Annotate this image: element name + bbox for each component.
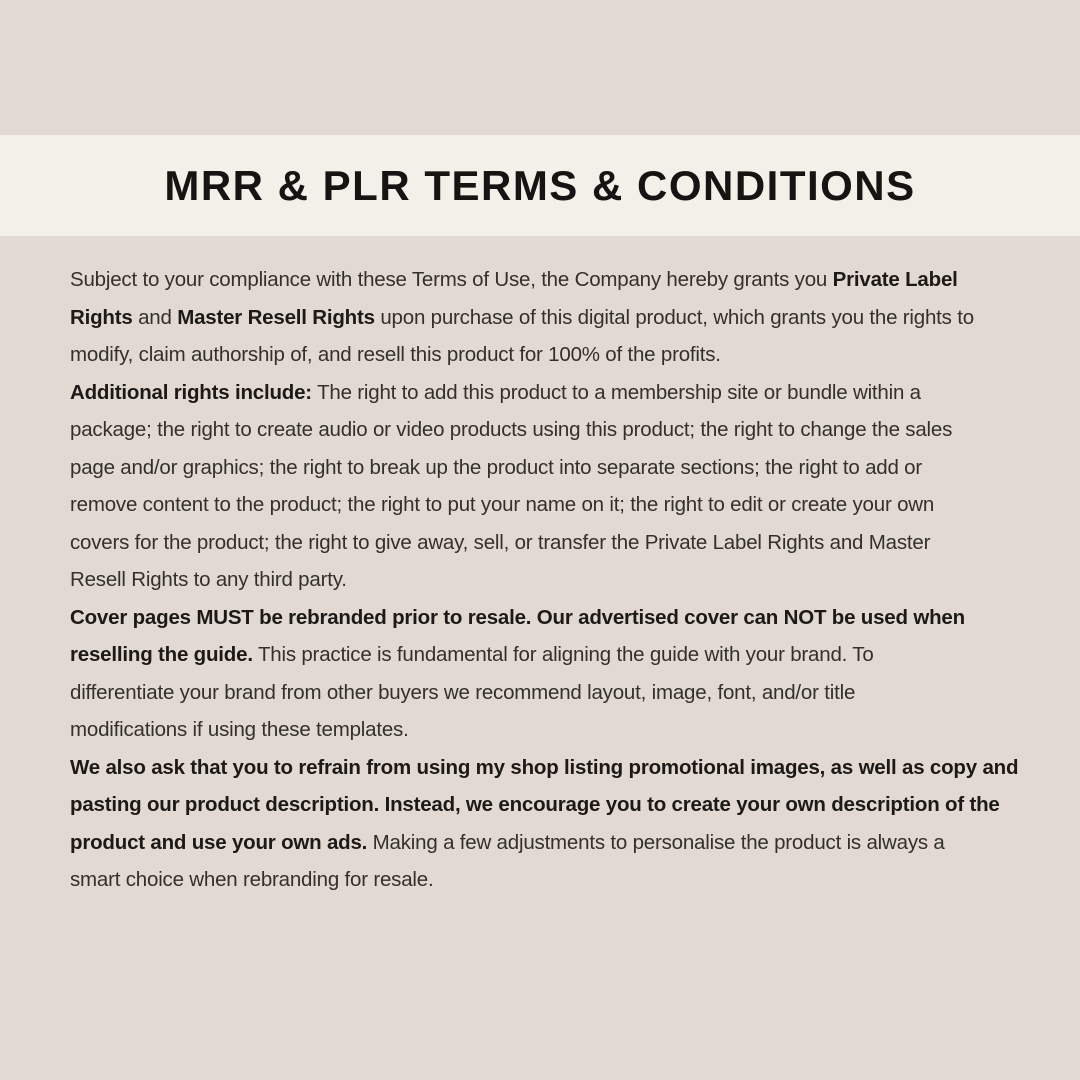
bold-text: Cover pages MUST be rebranded prior to resale. Our advertised cover can NOT be used when [70,605,965,629]
title-band [0,135,1080,236]
terms-body [70,261,1080,899]
regular-text: This practice is fundamental for aligning the guide with your brand. To [252,643,874,666]
regular-text: Making a few adjustments to personalise the product is always a [367,830,945,854]
regular-text: modifications if using these templates. [70,718,409,741]
body-line [70,299,1080,337]
regular-text: remove content to the product; the right to put your name on it; the right to edit or create your own [70,493,935,516]
regular-text: Resell Rights to any third party. [70,568,347,591]
bold-text: Private Label [832,268,958,291]
body-line [70,449,1080,487]
page-title: MRR & PLR TERMS & CONDITIONS [164,161,916,209]
body-line [70,374,1080,412]
body-line [70,599,1080,637]
body-line [70,861,1080,899]
bold-text: Additional rights include: [70,380,312,404]
body-line [70,561,1080,599]
body-line [70,336,1080,374]
body-line [70,786,1080,824]
bold-text: product and use your own ads. [70,830,368,854]
regular-text: covers for the product; the right to give away, sell, or transfer the Private Label Rights and Master [70,530,931,554]
body-line [70,524,1080,562]
regular-text: modify, claim authorship of, and resell this product for 100% of the profits. [70,343,721,366]
regular-text: The right to add this product to a membership site or bundle within a [311,380,921,404]
body-line [70,711,1080,749]
regular-text: page and/or graphics; the right to break up the product into separate sections; the right to add or [70,455,923,479]
body-line [70,636,1080,674]
body-line [70,824,1080,862]
bold-text: reselling the guide. [70,643,253,666]
bold-text: We also ask that you to refrain from using my shop listing promotional images, as well as copy and [70,755,1019,779]
regular-text: package; the right to create audio or video products using this product; the right to change the sales [70,418,953,441]
bold-text: Master Resell Rights [177,305,375,329]
regular-text: and [132,305,178,329]
body-line [70,674,1080,712]
body-line [70,411,1080,449]
regular-text: upon purchase of this digital product, which grants you the rights to [374,305,974,329]
regular-text: smart choice when rebranding for resale. [70,868,434,891]
body-line [70,749,1080,787]
regular-text: Subject to your compliance with these Terms of Use, the Company hereby grants you [70,268,833,291]
regular-text: differentiate your brand from other buyers we recommend layout, image, font, and/or title [70,680,856,704]
body-line [70,486,1080,524]
bold-text: Rights [70,305,133,329]
bold-text: pasting our product description. Instead, we encourage you to create your own description of the [70,793,1000,816]
body-line [70,261,1080,299]
